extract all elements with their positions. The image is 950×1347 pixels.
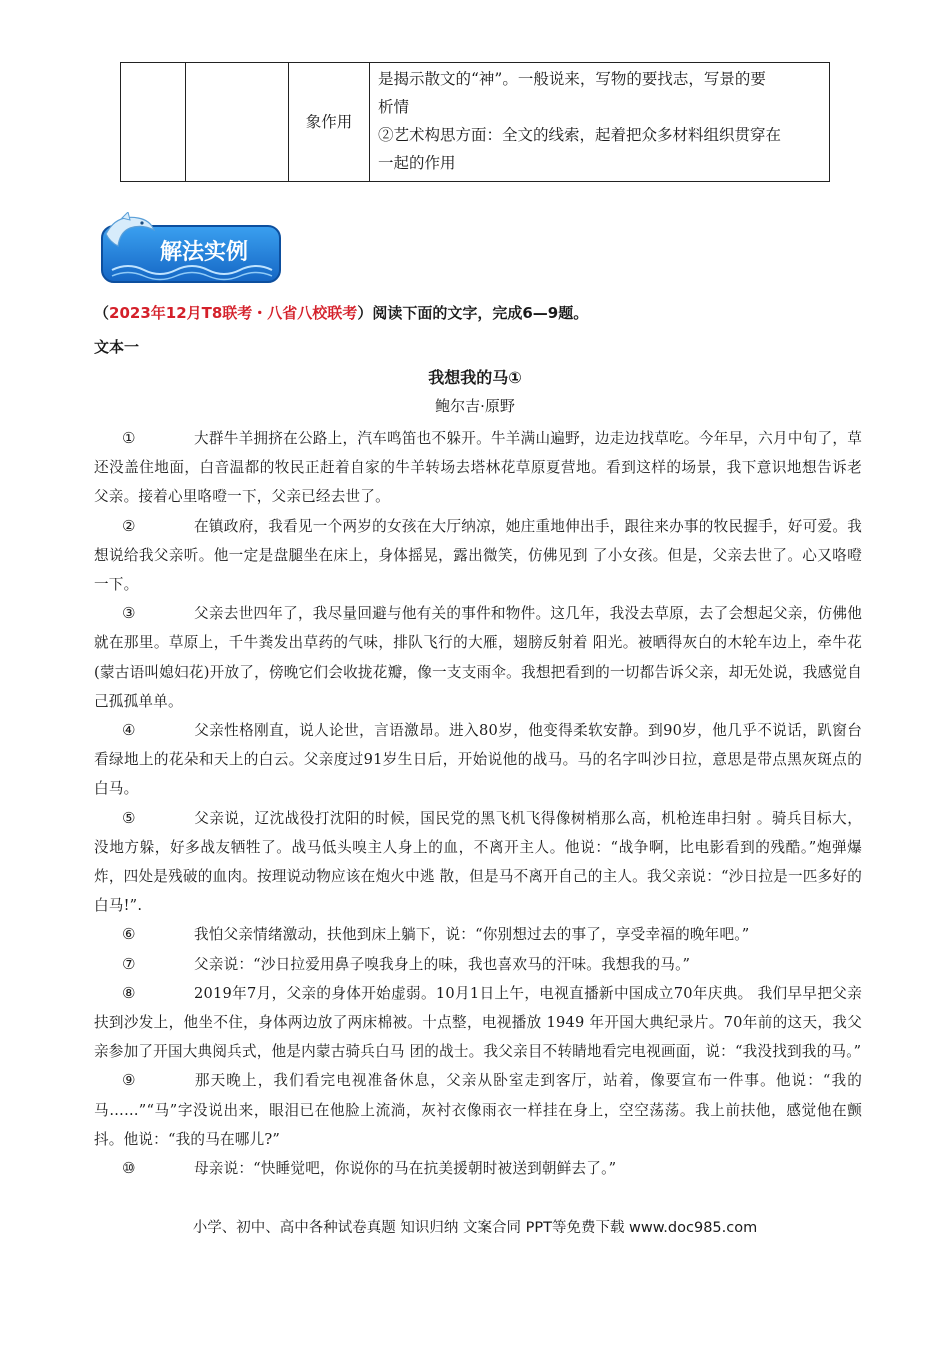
table-row [121,63,830,182]
paragraph-number: ⑤ [122,808,136,827]
paragraph-number: ② [122,516,136,535]
table-cell-empty-1 [121,63,186,182]
paragraph-number: ⑦ [122,954,136,973]
paragraph-text: 父亲说，辽沈战役打沈阳的时候，国民党的黑飞机飞得像树梢那么高，机枪连串扫射 。骑兵目标大，没地方躲，好多战友牺牲了。战马低头嗅主人身上的血，不离开主人。他说：“战争啊，比电影看到的残酷。”炮弹爆炸，四处是残破的血肉。按理说动物应该在炮火中逃 散，但是马不离开自己的主人。我父亲说：“沙日拉是一匹多好的白马!”. [94,809,862,915]
table-cell-line: 析情 [378,98,410,116]
article-paragraph [94,804,862,921]
article-paragraph [94,920,862,949]
paragraph-number: ⑧ [122,983,136,1002]
table-cell-line: ②艺术构思方面：全文的线索，起着把众多材料组织贯穿在 [378,126,782,144]
article-title: 我想我的马① [428,368,522,387]
article-body [94,424,862,1183]
paragraph-number: ⑥ [122,925,136,944]
source-highlight: 2023年12月T8联考・八省八校联考 [109,304,358,322]
page-footer: 小学、初中、高中各种试卷真题 知识归纳 文案合同 PPT等免费下载 www.doc985.com [192,1220,758,1236]
method-example-badge [98,212,284,286]
paragraph-text: 2019年7月，父亲的身体开始虚弱。10月1日上午，电视直播新中国成立70年庆典。 我们早早把父亲扶到沙发上，他坐不住，身体两边放了两床棉被。十点整，电视播放 1949 年开国大典纪录片。70年前的这天，我父亲参加了开国大典阅兵式，他是内蒙古骑兵白马 团的战士。我父亲目不转睛地看完电视画面，说：“我没找到我的马。” [94,984,862,1061]
article-paragraph [94,716,862,804]
paragraph-number: ⑩ [122,1159,136,1178]
article-paragraph [94,950,862,979]
source-suffix: ）阅读下面的文字，完成6—9题。 [357,304,589,322]
question-source [94,302,588,323]
table-cell-explanation [370,63,830,182]
paragraph-text: 母亲说：“快睡觉吧，你说你的马在抗美援朝时被送到朝鲜去了。” [194,1160,617,1178]
paragraph-text: 父亲性格刚直，说人论世，言语激昂。进入80岁，他变得柔软安静。到90岁，他几乎不说话，趴窗台看绿地上的花朵和天上的白云。父亲度过91岁生日后，开始说他的战马。马的名字叫沙日拉，意思是带点黑灰斑点的白马。 [94,722,862,798]
analysis-table-fragment [120,62,830,182]
article-author: 鲍尔吉·原野 [435,397,515,415]
table-cell-line: 是揭示散文的“神”。一般说来，写物的要找志，写景的要 [378,70,766,88]
article-paragraph [94,512,862,600]
paragraph-text: 大群牛羊拥挤在公路上，汽车鸣笛也不躲开。牛羊满山遍野，边走边找草吃。今年早，六月中旬了，草还没盖住地面，白音温都的牧民正赶着自家的牛羊转场去塔林花草原夏营地。看到这样的场景，我下意识地想告诉老父亲。接着心里咯噔一下，父亲已经去世了。 [94,430,862,506]
table-cell-category: 象作用 [289,63,370,182]
paragraph-number: ① [122,429,136,447]
paragraph-text: 父亲去世四年了，我尽量回避与他有关的事件和物件。这几年，我没去草原，去了会想起父亲，仿佛他就在那里。草原上，千牛粪发出草药的气味，排队飞行的大雁，翅膀反射着 阳光。被晒得灰白的木轮车边上，牵牛花(蒙古语叫媳妇花)开放了，傍晚它们会收拢花瓣，像一支支雨伞。我想把看到的一切都告诉父亲，却无处说，我感觉自己孤孤单单。 [94,605,862,710]
paragraph-text: 我怕父亲情绪激动，扶他到床上躺下，说：“你别想过去的事了，享受幸福的晚年吧。” [194,926,750,944]
article-paragraph [94,1154,862,1183]
paragraph-number: ④ [122,721,136,740]
paragraph-number: ③ [122,604,136,623]
paragraph-number: ⑨ [122,1071,136,1090]
table-cell-empty-2 [186,63,289,182]
article-paragraph [94,1066,862,1154]
source-prefix: （ [94,304,110,322]
paragraph-text: 父亲说：“沙日拉爱用鼻子嗅我身上的味，我也喜欢马的汗味。我想我的马。” [194,955,691,973]
dolphin-banner-icon [98,212,284,286]
paragraph-text: 在镇政府，我看见一个两岁的女孩在大厅纳凉，她庄重地伸出手，跟往来办事的牧民握手，好可爱。我想说给我父亲听。他一定是盘腿坐在床上，身体摇晃，露出微笑，仿佛见到 了小女孩。但是，父亲去世了。心又咯噔一下。 [94,517,862,594]
article-paragraph [94,979,862,1067]
table-cell-line: 一起的作用 [378,154,456,172]
article-paragraph [94,599,862,716]
section-label: 文本一 [94,338,140,356]
badge-label: 解法实例 [160,240,249,265]
article-paragraph [94,424,862,512]
paragraph-text: 那天晚上，我们看完电视准备休息，父亲从卧室走到客厅，站着，像要宣布一件事。他说：“我的马……”“马”字没说出来，眼泪已在他脸上流淌，灰衬衣像雨衣一样挂在身上，空空荡荡。我上前扶他，感觉他在颤抖。他说：“我的马在哪儿?” [94,1072,862,1148]
